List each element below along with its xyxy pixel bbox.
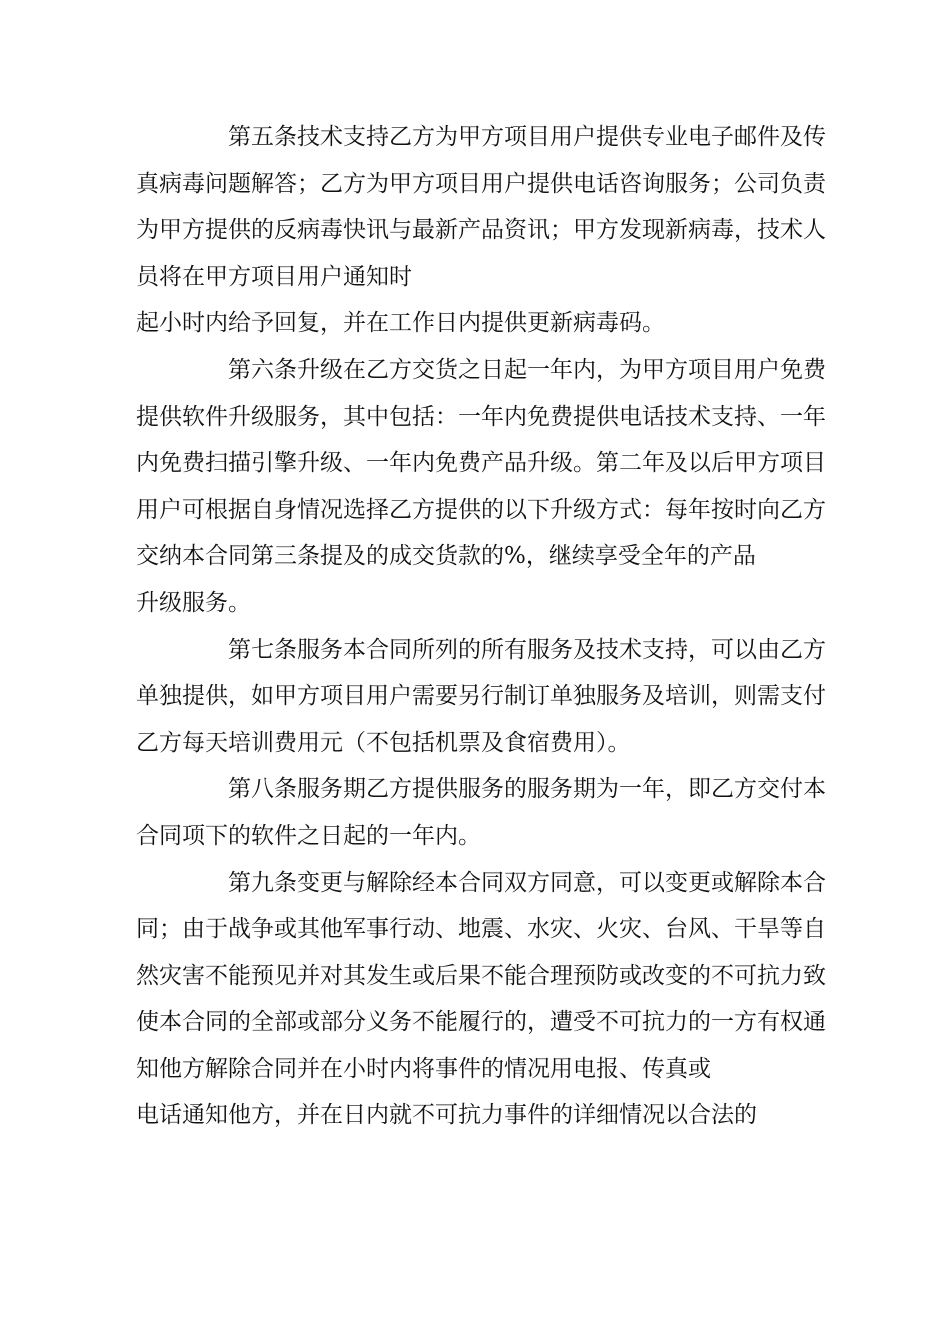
article-9-line-2: 同；由于战争或其他军事行动、地震、水灾、火灾、台风、干旱等自 <box>136 916 826 943</box>
contract-text <box>136 114 826 1139</box>
article-9-line-5: 知他方解除合同并在小时内将事件的情况用电报、传真或 <box>136 1055 711 1082</box>
article-9-line-3: 然灾害不能预见并对其发生或后果不能合理预防或改变的不可抗力致 <box>136 962 826 989</box>
article-6-line-2: 提供软件升级服务，其中包括：一年内免费提供电话技术支持、一年 <box>136 403 826 430</box>
article-5-line-5: 起小时内给予回复，并在工作日内提供更新病毒码。 <box>136 310 665 337</box>
article-6-line-6: 升级服务。 <box>136 589 251 616</box>
article-9-line-1: 第九条变更与解除经本合同双方同意，可以变更或解除本合 <box>228 869 826 896</box>
article-6-line-4: 用户可根据自身情况选择乙方提供的以下升级方式：每年按时向乙方 <box>136 496 826 523</box>
article-9-line-6: 电话通知他方，并在日内就不可抗力事件的详细情况以合法的 <box>136 1102 757 1129</box>
article-5-line-4: 员将在甲方项目用户通知时 <box>136 263 412 290</box>
article-6-line-5: 交纳本合同第三条提及的成交货款的%，继续享受全年的产品 <box>136 543 756 570</box>
article-5-line-3: 为甲方提供的反病毒快讯与最新产品资讯；甲方发现新病毒，技术人 <box>136 217 826 244</box>
article-6-line-3: 内免费扫描引擎升级、一年内免费产品升级。第二年及以后甲方项目 <box>136 450 826 477</box>
article-5-line-1: 第五条技术支持乙方为甲方项目用户提供专业电子邮件及传 <box>228 124 826 150</box>
article-7-line-3: 乙方每天培训费用元（不包括机票及食宿费用）。 <box>136 729 631 756</box>
article-8-line-1: 第八条服务期乙方提供服务的服务期为一年，即乙方交付本 <box>228 776 826 803</box>
article-8-line-2: 合同项下的软件之日起的一年内。 <box>136 822 481 849</box>
article-7-line-1: 第七条服务本合同所列的所有服务及技术支持，可以由乙方 <box>228 636 826 663</box>
article-5-line-2: 真病毒问题解答；乙方为甲方项目用户提供电话咨询服务；公司负责 <box>136 170 826 197</box>
article-6-line-1: 第六条升级在乙方交货之日起一年内，为甲方项目用户免费 <box>228 356 826 383</box>
article-7-line-2: 单独提供，如甲方项目用户需要另行制订单独服务及培训，则需支付 <box>136 683 826 710</box>
article-9-line-4: 使本合同的全部或部分义务不能履行的，遭受不可抗力的一方有权通 <box>136 1009 826 1036</box>
